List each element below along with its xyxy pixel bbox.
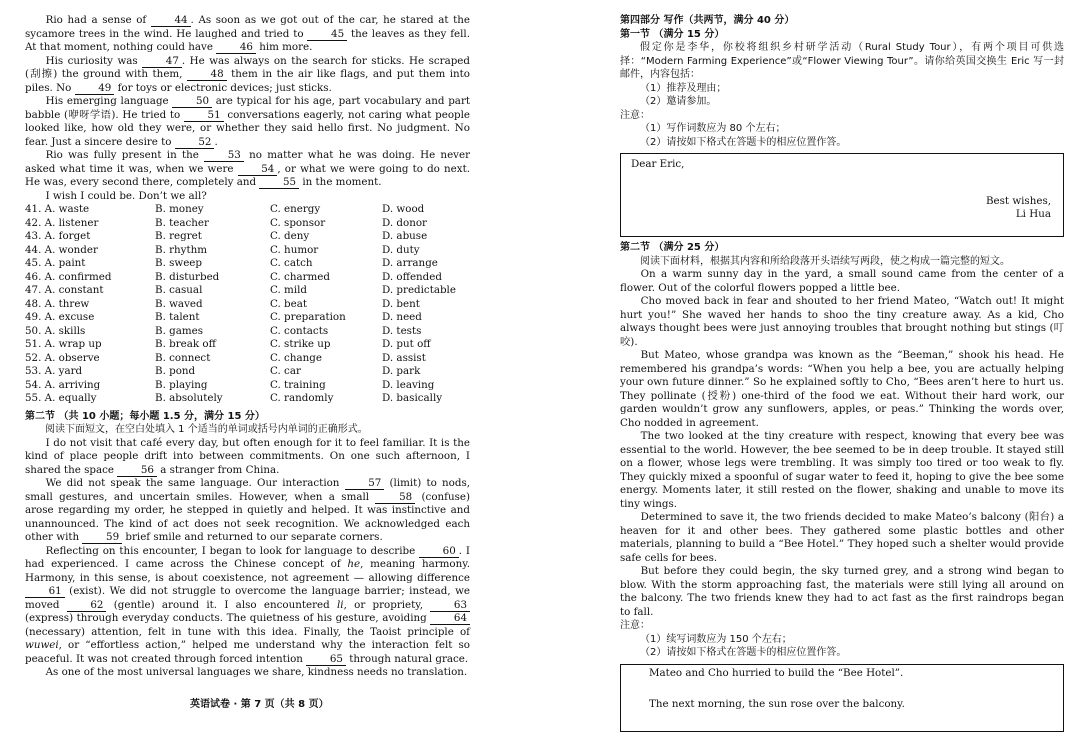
blank-56: 56: [117, 465, 157, 477]
blank-52: 52: [175, 137, 215, 149]
blank-61: 61: [25, 586, 65, 598]
option-row: 54. A. arriving B. playing C. training D. leaving: [25, 378, 435, 391]
note-item: （2）请按如下格式在答题卡的相应位置作答。: [640, 136, 847, 148]
task-item: （1）推荐及理由；: [640, 82, 727, 94]
blank-49: 49: [75, 83, 115, 95]
blank-54: 54: [238, 164, 278, 176]
option-row: 49. A. excuse B. talent C. preparation D. need: [25, 311, 422, 323]
story-paragraph: Cho moved back in fear and shouted to her friend Mateo, “Watch out! It might hurt you!” She waved her hands to shoo the tiny creature away. As a kid, Cho always thought bees were just annoying troubles that brought nothing but stings (叮咬).: [620, 295, 1064, 348]
writing-section-1-instructions: 假定你是李华，你校将组织乡村研学活动（Rural Study Tour），有两个项目可供选择：“Modern Farming Experience”或“Flower Viewing Tour”。请你给英国交换生 Eric 写一封邮件，内容包括：: [620, 42, 1064, 80]
note-item: （2）请按如下格式在答题卡的相应位置作答。: [640, 647, 847, 658]
blank-60: 60: [419, 546, 459, 558]
writing-section-2-instructions: 阅读下面材料，根据其内容和所给段落开头语续写两段，使之构成一篇完整的短文。: [640, 255, 1010, 267]
continuation-opening-2: The next morning, the sun rose over the balcony.: [649, 697, 905, 710]
blank-47: 47: [142, 56, 182, 68]
cloze-paragraph-4: Rio was fully present in the 53 no matter what he was doing. He never asked what time it was, when we were 54 , or what we were going to do next. He was, every second there, completely and 55 in the moment.: [25, 149, 470, 188]
option-row: 53. A. yard B. pond C. car D. park: [25, 365, 421, 377]
grammar-paragraph-2: We did not speak the same language. Our interaction 57 (limit) to nods, small gestures, and uncertain smiles. However, when a small 58 (confuse) arose regarding my order, he stepped in quietly and helped. It was instinctive and unannounced. The kind of act does not seek recognition. We acknowledged each other with 59 brief smile and returned to our separate corners.: [25, 477, 471, 543]
option-row: 50. A. skills B. games C. contacts D. tests: [25, 324, 422, 337]
blank-51: 51: [184, 110, 224, 122]
closing-phrase: Best wishes,: [985, 195, 1051, 207]
option-row: 51. A. wrap up B. break off C. strike up D. put off: [25, 338, 431, 350]
signature: Li Hua: [1015, 208, 1051, 220]
option-row: 44. A. wonder B. rhythm C. humor D. duty: [25, 243, 420, 256]
cloze-paragraph-2: His curiosity was 47 . He was always on the search for sticks. He scraped (刮擦) the ground with them, 48 them in the air like flags, and put them into piles. No 49 for toys or electronic devices; just sticks.: [25, 54, 470, 94]
blank-45: 45: [307, 29, 347, 41]
option-row: 47. A. constant B. casual C. mild D. predictable: [25, 284, 456, 296]
option-row: 41. A. waste B. money C. energy D. wood: [25, 203, 425, 215]
section-2-instructions: 阅读下面短文，在空白处填入 1 个适当的单词或括号内单词的正确形式。: [45, 424, 368, 435]
option-row: 45. A. paint B. sweep C. catch D. arrange: [25, 257, 438, 269]
blank-59: 59: [82, 532, 122, 544]
option-row: 48. A. threw B. waved C. beat D. bent: [25, 297, 420, 310]
part-4-title: 第四部分 写作（共两节，满分 40 分）: [620, 15, 795, 26]
letter-closing: [986, 195, 1051, 221]
blank-46: 46: [216, 42, 256, 54]
story-paragraph: But Mateo, whose grandpa was known as the “Beeman,” shook his head. He remembered his grandpa’s words: “When you help a bee, you are actually helping your own future dinner.” So he explained softly to Cho, “Bees aren’t here to hurt us. They pollinate (授粉) one-third of the food we eat. Without their hard work, our garden wouldn’t grow any sunflowers, apples, or peas.” Thinking the words over, Cho nodded in agreement.: [620, 349, 1064, 429]
letter-answer-box[interactable]: [620, 153, 1064, 237]
story-paragraph: But before they could begin, the sky turned grey, and a strong wind began to blow. With the storm approaching fast, the materials were still lying all around on the balcony. The two friends knew they had to act fast as the first raindrops began to fall.: [620, 565, 1064, 618]
cloze-paragraph-1: Rio had a sense of 44 . As soon as we got out of the car, he stared at the sycamore trees in the wind. He laughed and tried to 45 the leaves as they fell. At that moment, nothing could have 46 him more.: [25, 14, 471, 53]
blank-44: 44: [151, 15, 191, 27]
blank-64: 64: [430, 613, 470, 625]
continuation-answer-box[interactable]: [620, 664, 1064, 732]
blank-48: 48: [187, 69, 227, 81]
right-column: [620, 14, 1064, 732]
story-paragraph: On a warm sunny day in the yard, a small sound came from the center of a flower. Out of the colorful flowers popped a little bee.: [620, 268, 1064, 294]
note-item: （1）续写词数应为 150 个左右；: [640, 633, 792, 645]
blank-55: 55: [259, 177, 299, 189]
notes-label: 注意：: [620, 109, 650, 121]
blank-63: 63: [430, 600, 470, 612]
notes-label: 注意：: [620, 620, 650, 631]
task-item: （2）邀请参加。: [640, 96, 717, 107]
writing-section-2-title: 第二节 （满分 25 分）: [620, 242, 725, 253]
blank-58: 58: [375, 492, 415, 504]
option-row: 55. A. equally B. absolutely C. randomly D. basically: [25, 392, 443, 404]
grammar-paragraph-1: I do not visit that café every day, but often enough for it to feel familiar. It is the kind of place people drift into between commitments. On one such afternoon, I shared the space 56 a stranger from China.: [25, 436, 470, 476]
grammar-paragraph-4: As one of the most universal languages we share, kindness needs no translation.: [45, 666, 468, 678]
option-row: 43. A. forget B. regret C. deny D. abuse: [25, 230, 428, 242]
cloze-paragraph-5: I wish I could be. Don’t we all?: [45, 189, 207, 202]
blank-65: 65: [306, 654, 346, 666]
continuation-opening-1: Mateo and Cho hurried to build the “Bee Hotel”.: [649, 666, 904, 679]
option-row: 42. A. listener B. teacher C. sponsor D. donor: [25, 216, 427, 229]
story-paragraph: Determined to save it, the two friends decided to make Mateo’s balcony (阳台) a heaven for it and other bees. They gathered some plastic bottles and other materials, planning to build a “Bee Hotel.” They hoped such a shelter would provide safe cells for bees.: [620, 511, 1064, 564]
note-item: （1）写作词数应为 80 个左右；: [640, 123, 786, 134]
story-paragraph: The two looked at the tiny creature with respect, knowing that every bee was essential to the world. However, the bee seemed to be in deep trouble. It stayed still on a flower, whose legs were trembling. It was simply too tired or too weak to fly. They quickly mixed a spoonful of sugar water to feed it, hoping to give the bee some energy. Moments later, it still rested on the flower, shaking and unable to move its tiny wings.: [620, 430, 1064, 510]
left-column: [25, 14, 470, 680]
page-footer: 英语试卷 · 第 7 页（共 8 页）: [190, 699, 329, 710]
section-2-title: 第二节 （共 10 小题；每小题 1.5 分，满分 15 分）: [25, 410, 265, 422]
cloze-paragraph-3: His emerging language 50 are typical for his age, part vocabulary and part babble (咿呀学语). He tried to 51 conversations eagerly, not caring what people looked like, how old they were, or whether they said hello first. No judgment. No fear. Just a sincere desire to 52 .: [25, 95, 471, 148]
blank-62: 62: [67, 600, 107, 612]
blank-57: 57: [345, 478, 385, 490]
option-row: 52. A. observe B. connect C. change D. assist: [25, 351, 426, 364]
writing-section-1-title: 第一节 （满分 15 分）: [620, 28, 725, 40]
letter-greeting: Dear Eric,: [631, 158, 685, 170]
blank-53: 53: [204, 150, 244, 162]
grammar-paragraph-3: Reflecting on this encounter, I began to look for language to describe 60 . I had experienced. I came across the Chinese concept of he, meaning harmony. Harmony, in this sense, is about coexistence, not agreement — allowing difference 61 (exist). We did not struggle to overcome the language barrier; instead, we moved 62 (gentle) around it. I also encountered li, or propriety, 63 (express) through everyday conducts. The quietness of his gesture, avoiding 64 (necessary) attention, felt in tune with this idea. Finally, the Taoist principle of wuwei, or “effortless action,” helped me understand why the interaction felt so peaceful. It was not created through forced intention 65 through natural grace.: [25, 544, 470, 665]
option-row: 46. A. confirmed B. disturbed C. charmed D. offended: [25, 270, 442, 283]
cloze-options: [25, 203, 470, 406]
blank-50: 50: [172, 96, 212, 108]
